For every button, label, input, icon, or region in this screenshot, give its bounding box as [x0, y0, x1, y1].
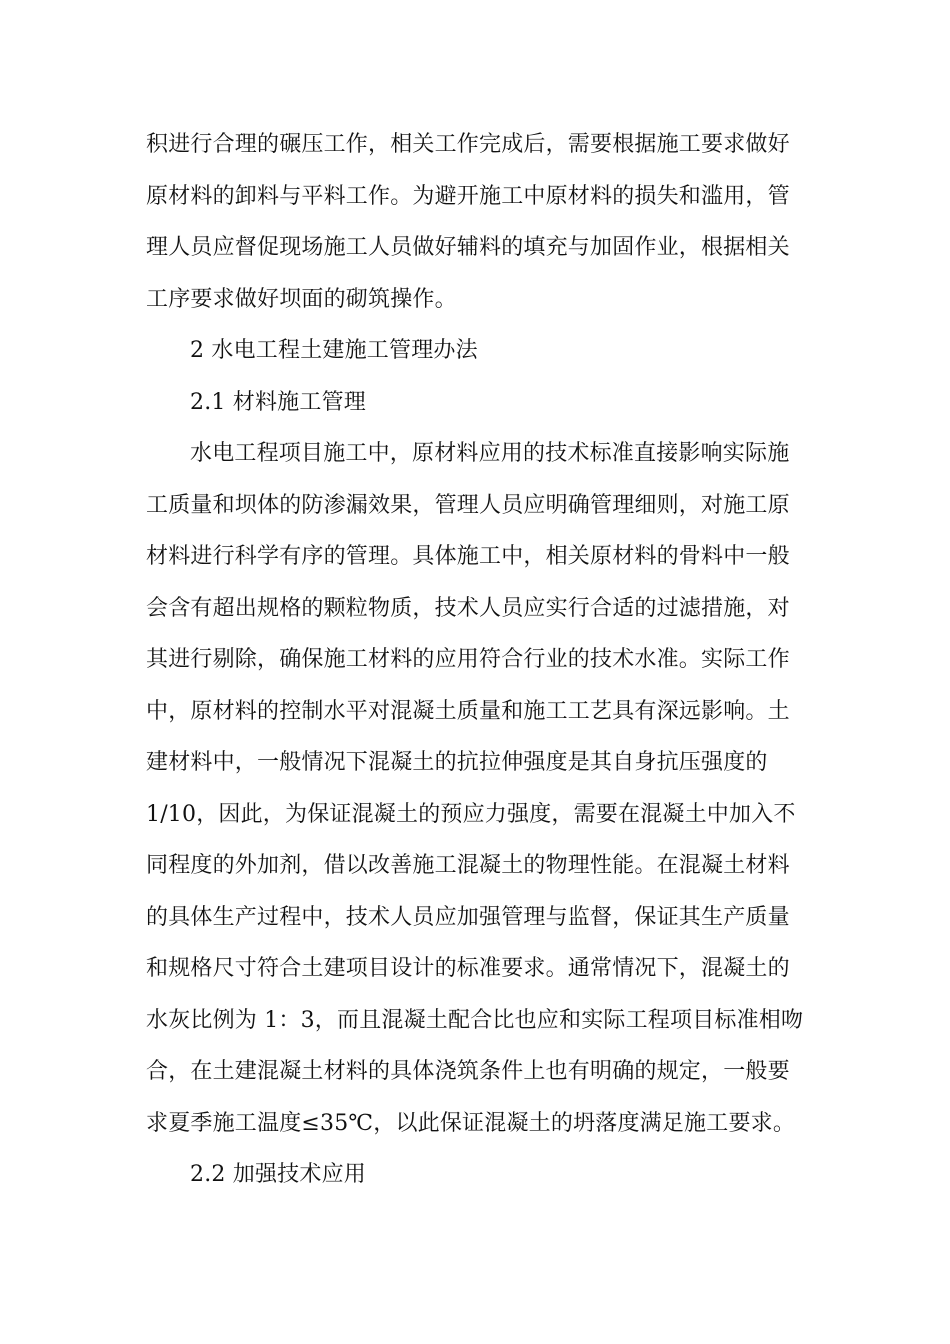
text-line: 积进行合理的碾压工作，相关工作完成后，需要根据施工要求做好	[146, 132, 790, 157]
text-line: 会含有超出规格的颗粒物质，技术人员应实行合适的过滤措施，对	[146, 595, 790, 621]
document-page	[146, 119, 806, 1201]
text-line: 其进行剔除，确保施工材料的应用符合行业的技术水准。实际工作	[146, 647, 790, 672]
subsection-heading: 2.1 材料施工管理	[190, 389, 366, 415]
section-heading: 2 水电工程土建施工管理办法	[190, 338, 478, 363]
paragraph-first-line: 水电工程项目施工中，原材料应用的技术标准直接影响实际施	[190, 441, 790, 466]
text-line: 和规格尺寸符合土建项目设计的标准要求。通常情况下，混凝土的	[146, 956, 790, 981]
text-line: 材料进行科学有序的管理。具体施工中，相关原材料的骨料中一般	[146, 544, 790, 569]
text-line: 建材料中，一般情况下混凝土的抗拉伸强度是其自身抗压强度的	[146, 750, 768, 775]
text-line: 工序要求做好坝面的砌筑操作。	[146, 286, 457, 312]
text-line: 1/10，因此，为保证混凝土的预应力强度，需要在混凝土中加入不	[146, 801, 796, 827]
text-line: 工质量和坝体的防渗漏效果，管理人员应明确管理细则，对施工原	[146, 492, 790, 518]
text-line: 原材料的卸料与平料工作。为避开施工中原材料的损失和滥用，管	[146, 183, 790, 209]
text-line: 求夏季施工温度≤35℃，以此保证混凝土的坍落度满足施工要求。	[146, 1110, 796, 1136]
text-line: 的具体生产过程中，技术人员应加强管理与监督，保证其生产质量	[146, 904, 790, 930]
text-line: 中，原材料的控制水平对混凝土质量和施工工艺具有深远影响。土	[146, 698, 790, 724]
subsection-heading: 2.2 加强技术应用	[190, 1162, 366, 1187]
text-line: 同程度的外加剂，借以改善施工混凝土的物理性能。在混凝土材料	[146, 853, 790, 878]
text-line: 水灰比例为 1：3，而且混凝土配合比也应和实际工程项目标准相吻	[146, 1007, 804, 1033]
text-line: 理人员应督促现场施工人员做好辅料的填充与加固作业，根据相关	[146, 235, 790, 260]
text-line: 合，在土建混凝土材料的具体浇筑条件上也有明确的规定，一般要	[146, 1059, 790, 1084]
